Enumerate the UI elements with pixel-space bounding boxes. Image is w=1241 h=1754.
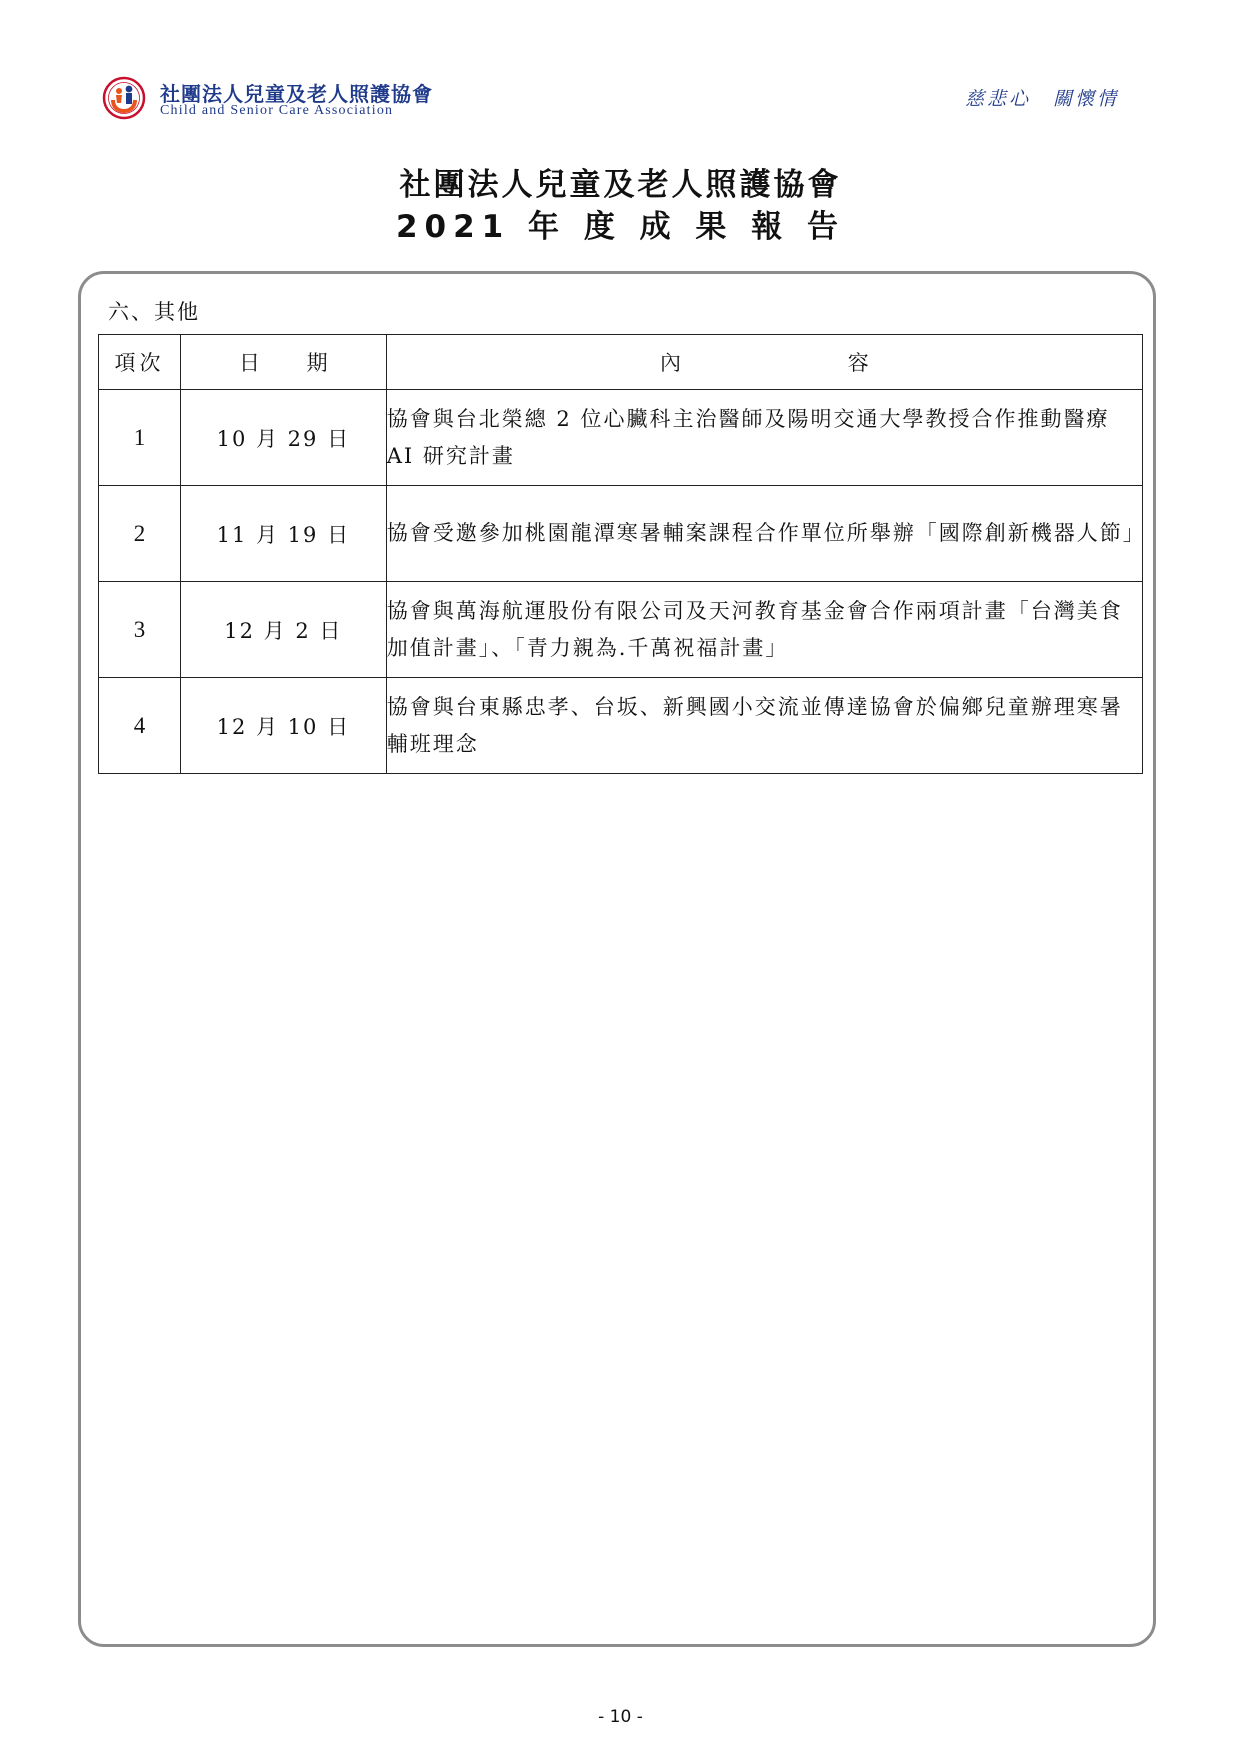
table-row	[99, 582, 1143, 678]
row-date: 10 月 29 日	[180, 390, 386, 486]
row-no: 3	[99, 582, 181, 678]
org-name-zh: 社團法人兒童及老人照護協會	[160, 82, 433, 106]
row-no: 2	[99, 486, 181, 582]
page-number: - 10 -	[598, 1707, 643, 1727]
row-content: 協會與台北榮總 2 位心臟科主治醫師及陽明交通大學教授合作推動醫療 AI 研究計畫	[386, 390, 1142, 486]
row-content: 協會與台東縣忠孝、台坂、新興國小交流並傳達協會於偏鄉兒童辦理寒暑輔班理念	[386, 678, 1142, 774]
row-no: 4	[99, 678, 181, 774]
row-no: 1	[99, 390, 181, 486]
org-name-en: Child and Senior Care Association	[160, 103, 394, 118]
header-content: 內 容	[386, 335, 1142, 390]
row-content: 協會受邀參加桃園龍潭寒暑輔案課程合作單位所舉辦「國際創新機器人節」	[386, 486, 1142, 582]
report-title-line2: 2021 年 度 成 果 報 告	[395, 209, 846, 245]
table-row	[99, 678, 1143, 774]
table-row	[99, 486, 1143, 582]
association-logo-icon	[102, 76, 146, 120]
header-date: 日 期	[180, 335, 386, 390]
row-content: 協會與萬海航運股份有限公司及天河教育基金會合作兩項計畫「台灣美食加值計畫」、「青力親為.千萬祝福計畫」	[386, 582, 1142, 678]
section-heading: 六、其他	[108, 300, 200, 324]
header-no: 項次	[99, 335, 181, 390]
row-date: 12 月 10 日	[180, 678, 386, 774]
row-date: 11 月 19 日	[180, 486, 386, 582]
report-title	[0, 165, 1241, 249]
row-date: 12 月 2 日	[180, 582, 386, 678]
report-title-line1: 社團法人兒童及老人照護協會	[399, 167, 842, 203]
table-header-row	[99, 335, 1143, 390]
events-table	[98, 334, 1146, 774]
table-row	[99, 390, 1143, 486]
header-logo	[102, 76, 447, 122]
slogan: 慈悲心 關懷情	[964, 88, 1119, 110]
